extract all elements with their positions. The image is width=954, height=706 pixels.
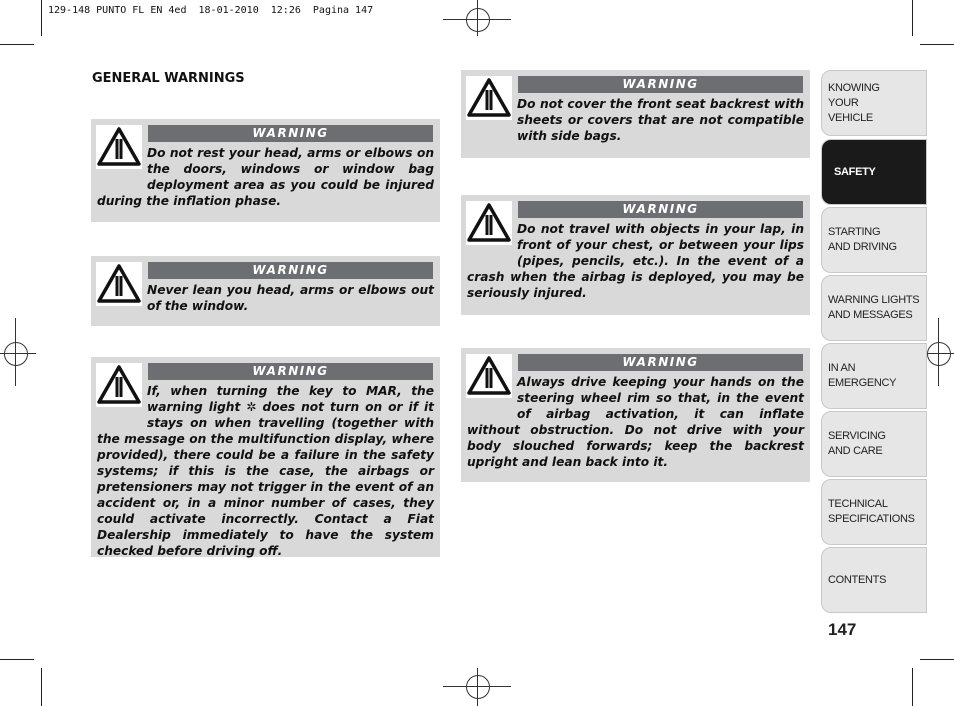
tab-label: IN AN EMERGENCY [828,362,897,389]
tab-label: TECHNICAL SPECIFICATIONS [828,498,915,525]
print-header: 129-148 PUNTO FL EN 4ed 18-01-2010 12:26 Pagina 147 [48,5,374,16]
warning-triangle-icon [466,76,512,120]
crop-mark [41,0,42,36]
warning-label: WARNING [148,363,433,380]
crop-mark [920,659,954,660]
crop-mark [912,668,913,706]
warning-label: WARNING [518,201,803,218]
tab-in-an-emergency[interactable] [821,343,927,409]
tab-contents[interactable] [821,547,927,613]
tab-knowing-your-vehicle[interactable] [821,70,927,136]
tab-label: CONTENTS [828,573,887,586]
warning-label: WARNING [148,262,433,279]
tab-label: SERVICING AND CARE [828,430,886,457]
tab-label: WARNING LIGHTS AND MESSAGES [828,294,920,321]
crop-mark [0,44,34,45]
warning-box [461,70,810,158]
tab-servicing-and-care[interactable] [821,411,927,477]
warning-text: If, when turning the key to MAR, the warning light ✲ does not turn on or if it stays on when travelling (together with the message on the multifunction display, where provided), there could be a failure in the safety systems; if this is the case, the airbags or pretensioners may not trigger in the event of an accident or, in a minor number of cases, they could activate incorrectly. Contact a Fiat Dealership immediately to have the system checked before driving off. [97,384,434,558]
warning-box [461,348,810,482]
warning-triangle-icon [466,201,512,245]
section-title: GENERAL WARNINGS [92,71,245,86]
tab-safety[interactable] [821,139,927,205]
warning-label: WARNING [518,354,803,371]
crop-mark [912,0,913,36]
warning-text: Do not cover the front seat backrest with sheets or covers that are not compatible with side bags. [517,97,804,143]
warning-text: Do not travel with objects in your lap, in front of your chest, or between your lips (pipes, pencils, etc.). In the event of a crash when the airbag is deployed, you may be seriously injured. [467,222,804,300]
page-number: 147 [828,620,857,639]
warning-triangle-icon [466,354,512,398]
crop-mark [41,668,42,706]
warning-box [91,357,440,557]
tab-technical-specifications[interactable] [821,479,927,545]
tab-warning-lights-and-messages[interactable] [821,275,927,341]
warning-box [91,119,440,222]
crop-mark [920,44,954,45]
warning-label: WARNING [518,76,803,93]
warning-triangle-icon [96,125,142,169]
tab-label: STARTING AND DRIVING [828,226,897,253]
warning-triangle-icon [96,262,142,306]
tab-label: KNOWING YOUR VEHICLE [828,81,880,124]
tab-label: SAFETY [834,165,876,178]
warning-triangle-icon [96,363,142,407]
warning-label: WARNING [148,125,433,142]
tab-starting-and-driving[interactable] [821,207,927,273]
warning-box [461,195,810,315]
warning-text: Always drive keeping your hands on the steering wheel rim so that, in the event of airbag activation, it can inflate without obstruction. Do not drive with your body slouched forwards; keep the backrest upright and lean back into it. [467,375,804,469]
warning-text: Do not rest your head, arms or elbows on the doors, windows or window bag deployment area as you could be injured during the inflation phase. [97,146,434,208]
crop-mark [0,659,34,660]
warning-text: Never lean you head, arms or elbows out of the window. [147,283,434,313]
warning-box [91,256,440,326]
